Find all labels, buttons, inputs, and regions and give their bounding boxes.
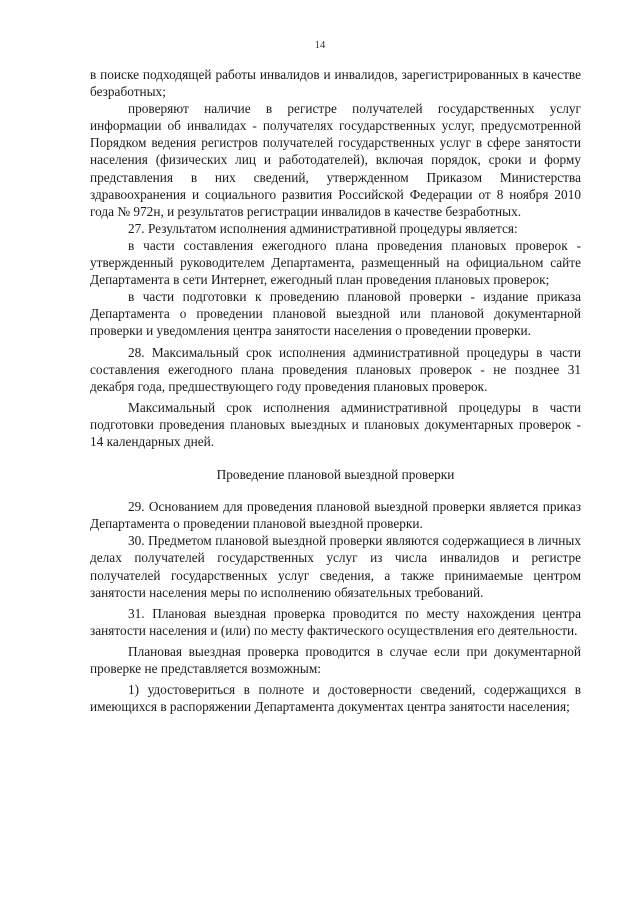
document-body: [90, 66, 581, 715]
section-heading: Проведение плановой выездной проверки: [216, 467, 455, 483]
paragraph: 27. Результатом исполнения административной процедуры является:: [128, 220, 518, 236]
paragraph: Плановая выездная проверка проводится в случае если при документарной проверке не представляется возможным:: [90, 643, 581, 676]
paragraph: в поиске подходящей работы инвалидов и инвалидов, зарегистрированных в качестве безработных;: [90, 67, 581, 100]
paragraph: Максимальный срок исполнения административной процедуры в части подготовки проведения плановых выездных и плановых документарных проверок - 14 календарных дней.: [90, 399, 581, 449]
paragraph: 1) удостовериться в полноте и достоверности сведений, содержащихся в имеющихся в распоряжении Департамента документах центра занятости населения;: [90, 682, 581, 715]
paragraph: в части подготовки к проведению плановой проверки - издание приказа Департамента о проведении плановой выездной или плановой документарной проверки и уведомления центра занятости населения о проведении проверки.: [90, 289, 581, 339]
paragraph: проверяют наличие в регистре получателей государственных услуг информации об инвалидах - получателях государственных услуг, предусмотренной Порядком ведения регистров получателей государственных услуг в сфере занятости населения (физических лиц и работодателей), включая порядок, сроки и форму представления в них сведений, утвержденном Приказом Министерства здравоохранения и социального развития Российской Федерации от 8 ноября 2010 года № 972н, и результатов регистрации инвалидов в качестве безработных.: [90, 101, 581, 219]
paragraph: 28. Максимальный срок исполнения административной процедуры в части составления ежегодного плана проведения плановых проверок - не позднее 31 декабря года, предшествующего году проведения плановых проверок.: [90, 344, 581, 394]
paragraph: 29. Основанием для проведения плановой выездной проверки является приказ Департамента о проведении плановой выездной проверки.: [90, 499, 581, 532]
paragraph: 30. Предметом плановой выездной проверки являются содержащиеся в личных делах получателей государственных услуг из числа инвалидов и регистре получателей государственных услуг сведения, а также принимаемые центром занятости населения меры по исполнению обязательных требований.: [90, 533, 581, 600]
paragraph: в части составления ежегодного плана проведения плановых проверок - утвержденный руководителем Департамента, размещенный на официальном сайте Департамента в сети Интернет, ежегодный план проведения плановых проверок;: [90, 237, 581, 288]
paragraph: 31. Плановая выездная проверка проводится по месту нахождения центра занятости населения и (или) по месту фактического осуществления его деятельности.: [90, 605, 581, 638]
page-number: 14: [314, 40, 326, 51]
